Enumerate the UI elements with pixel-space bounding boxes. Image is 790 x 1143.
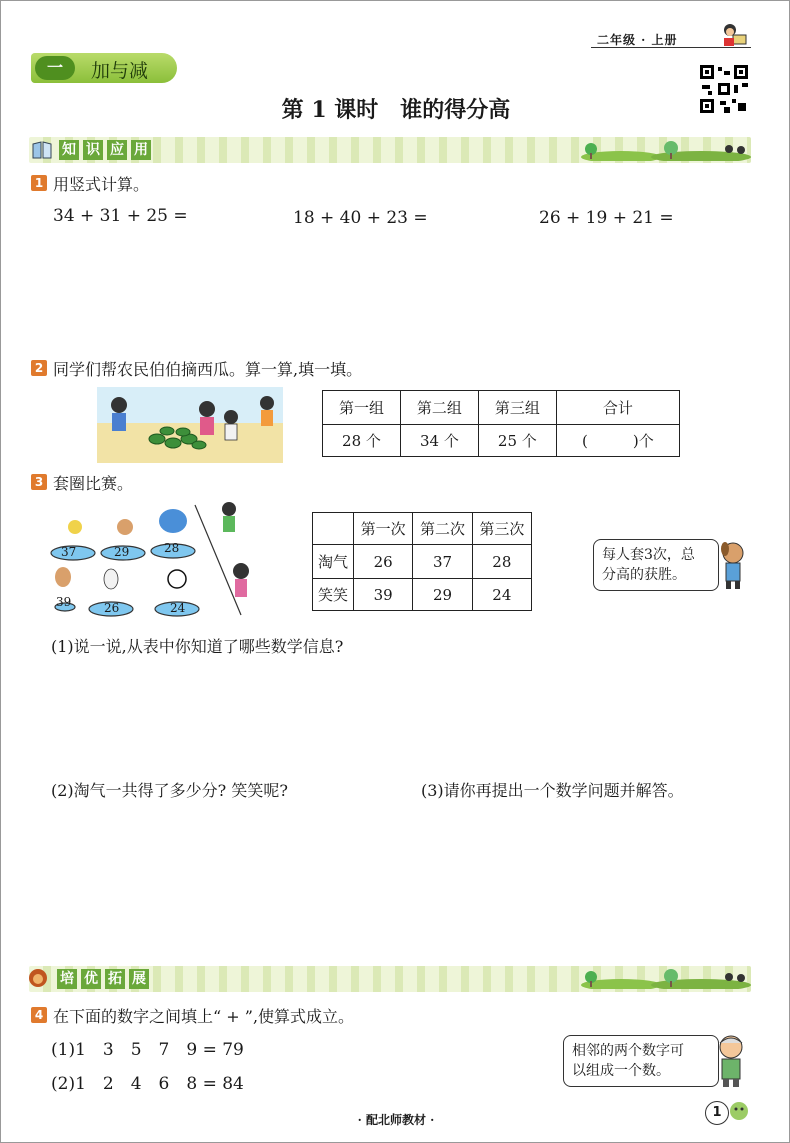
landscape-illustration <box>561 139 751 161</box>
question-number: 3 <box>31 474 47 490</box>
section-char: 拓 <box>105 969 125 989</box>
equation-1: (1)1 3 5 7 9 = 79 <box>51 1040 244 1060</box>
table-cell: 28 个 <box>323 425 401 457</box>
table-header: 第二组 <box>400 391 478 425</box>
question-text: 套圈比赛。 <box>53 474 134 493</box>
row-name: 笑笑 <box>313 579 354 611</box>
hint-bubble <box>563 1035 719 1087</box>
subquestion-2: (2)淘气一共得了多少分? 笑笑呢? <box>51 781 288 800</box>
hint-line: 以组成一个数。 <box>572 1063 670 1079</box>
ring-number: 26 <box>104 601 120 615</box>
ring-number: 29 <box>114 545 130 559</box>
book-icon <box>31 139 53 161</box>
question-text: 在下面的数字之间填上“ + ”,使算式成立。 <box>53 1007 355 1026</box>
hint-line: 每人套3次，总 <box>602 547 695 563</box>
table-header: 第一次 <box>354 513 413 545</box>
ring-number: 24 <box>170 601 186 615</box>
expression-3: 26 + 19 + 21 = <box>539 208 674 228</box>
section-label-knowledge <box>59 140 151 160</box>
unit-number: 一 <box>35 56 75 80</box>
watermelon-picking-illustration <box>97 387 283 463</box>
ring-number: 39 <box>56 595 72 609</box>
ring-toss-illustration <box>45 499 259 621</box>
question-text: 用竖式计算。 <box>53 175 150 194</box>
header-rule <box>591 47 751 48</box>
table-header: 第一组 <box>323 391 401 425</box>
landscape-illustration <box>561 967 751 989</box>
table-cell: 37 <box>413 545 472 579</box>
expression-2: 18 + 40 + 23 = <box>293 208 428 228</box>
table-cell: 28 <box>472 545 531 579</box>
table-cell: 24 <box>472 579 531 611</box>
section-char: 展 <box>129 969 149 989</box>
table-cell: 29 <box>413 579 472 611</box>
table-header: 合计 <box>556 391 679 425</box>
reading-kid-icon <box>721 23 747 47</box>
subquestion-1: (1)说一说,从表中你知道了哪些数学信息? <box>51 637 344 656</box>
dog-character-icon <box>717 541 749 591</box>
page-number: 1 <box>705 1101 729 1125</box>
table-header: 第三次 <box>472 513 531 545</box>
hint-bubble <box>593 539 719 591</box>
mascot-icon <box>727 1099 751 1123</box>
table-cell: 25 个 <box>478 425 556 457</box>
section-char: 知 <box>59 140 79 160</box>
section-char: 优 <box>81 969 101 989</box>
section-char: 识 <box>83 140 103 160</box>
grandpa-character-icon <box>713 1033 749 1089</box>
hint-line: 相邻的两个数字可 <box>572 1043 684 1059</box>
question-number: 4 <box>31 1007 47 1023</box>
footer-text: · 配北师教材 · <box>357 1113 435 1127</box>
table-cell: 39 <box>354 579 413 611</box>
total-answer-blank[interactable]: ( )个 <box>556 425 679 457</box>
section-label-extension <box>57 969 149 989</box>
watermelon-table <box>322 390 680 457</box>
unit-title: 加与减 <box>91 60 149 82</box>
lion-mascot-icon <box>27 967 49 989</box>
subquestion-3: (3)请你再提出一个数学问题并解答。 <box>421 781 684 800</box>
grade-label: 二年级 · 上册 <box>597 33 678 47</box>
ring-number: 37 <box>61 545 77 559</box>
ring-number: 28 <box>164 541 180 555</box>
question-number: 2 <box>31 360 47 376</box>
table-header: 第二次 <box>413 513 472 545</box>
expression-1: 34 + 31 + 25 = <box>53 206 188 226</box>
lesson-title: 第 1 课时 谁的得分高 <box>281 97 511 123</box>
table-header <box>313 513 354 545</box>
table-cell: 26 <box>354 545 413 579</box>
question-text: 同学们帮农民伯伯摘西瓜。算一算,填一填。 <box>53 360 363 379</box>
table-cell: 34 个 <box>400 425 478 457</box>
hint-line: 分高的获胜。 <box>602 567 686 583</box>
table-header: 第三组 <box>478 391 556 425</box>
section-char: 用 <box>131 140 151 160</box>
section-char: 培 <box>57 969 77 989</box>
equation-2: (2)1 2 4 6 8 = 84 <box>51 1074 244 1094</box>
section-char: 应 <box>107 140 127 160</box>
row-name: 淘气 <box>313 545 354 579</box>
question-number: 1 <box>31 175 47 191</box>
ring-toss-score-table <box>312 512 532 611</box>
